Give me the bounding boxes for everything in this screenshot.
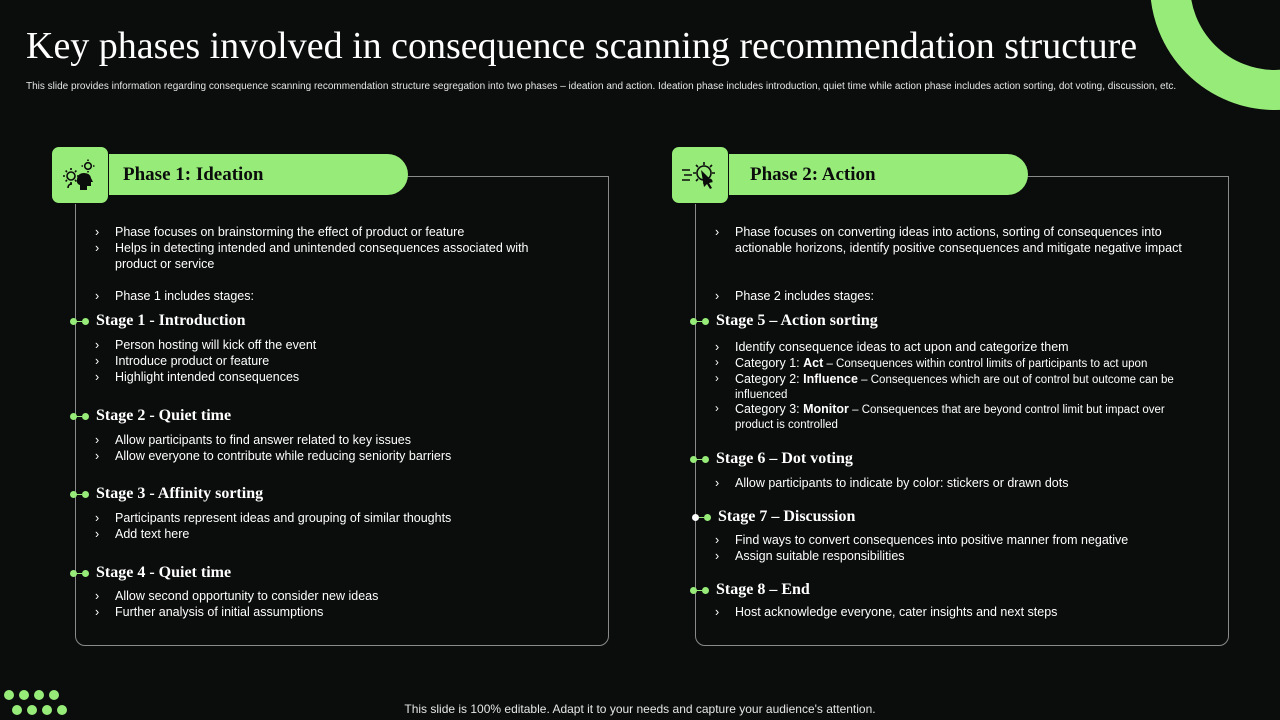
stage-marker (690, 318, 712, 326)
category-item: › Category 1: Act – Consequences within control limits of participants to act upon (715, 356, 1148, 370)
stage2-title: Stage 2 - Quiet time (96, 407, 232, 424)
list-item: › Further analysis of initial assumptions (95, 605, 324, 619)
action-icon-box (671, 146, 729, 204)
list-item: › Person hosting will kick off the event (95, 338, 317, 352)
stage7-title: Stage 7 – Discussion (718, 508, 856, 525)
category-item: › Category 3: Monitor – Consequences that are beyond control limit but impact over product is controlled (715, 402, 1165, 431)
bullet: › (95, 241, 100, 255)
list-item: › Participants represent ideas and grouping of similar thoughts (95, 511, 452, 525)
slide-title: Key phases involved in consequence scanning recommendation structure (26, 25, 1138, 67)
phase1-title: Phase 1: Ideation (123, 164, 264, 185)
list-item: › Allow participants to find answer related to key issues (95, 433, 411, 447)
phase1-intro-2: › Helps in detecting intended and unintended consequences associated with product or service (95, 241, 529, 271)
phase2-title: Phase 2: Action (750, 164, 876, 185)
stage-marker (690, 456, 712, 464)
stage-marker (692, 514, 714, 522)
stage-marker (70, 491, 92, 499)
stage1-title: Stage 1 - Introduction (96, 312, 246, 329)
stage-marker (690, 587, 712, 595)
phase1-includes: › Phase 1 includes stages: (95, 289, 254, 303)
stage3-title: Stage 3 - Affinity sorting (96, 485, 264, 502)
action-gear-arrow-icon (680, 158, 720, 192)
stage-marker (70, 318, 92, 326)
ideation-icon-box (51, 146, 109, 204)
phase2-header (728, 154, 1028, 195)
slide-subtitle: This slide provides information regarding consequence scanning recommendation structure segregation into two phases – ideation and action. Ideation phase includes introduction, quiet time while action phase includes action sorting, dot voting, discussion, etc. (26, 81, 1177, 92)
phase2-intro-1: › Phase focuses on converting ideas into actions, sorting of consequences into actionable horizons, identify positive consequences and mitigate negative impact (715, 225, 1182, 255)
list-item: › Highlight intended consequences (95, 370, 300, 384)
category-item: › Category 2: Influence – Consequences which are out of control but outcome can be influenced (715, 372, 1174, 401)
footer-note: This slide is 100% editable. Adapt it to your needs and capture your audience's attention. (404, 702, 876, 716)
phase1-header (108, 154, 408, 195)
stage5-title: Stage 5 – Action sorting (716, 312, 878, 329)
bullet: › (95, 225, 100, 239)
list-item: › Assign suitable responsibilities (715, 549, 905, 563)
list-item: › Identify consequence ideas to act upon and categorize them (715, 340, 1069, 354)
phase1-intro-1: › Phase focuses on brainstorming the effect of product or feature (95, 225, 465, 239)
stage4-title: Stage 4 - Quiet time (96, 564, 232, 581)
list-item: › Allow second opportunity to consider new ideas (95, 589, 379, 603)
list-item: › Add text here (95, 527, 190, 541)
stage6-title: Stage 6 – Dot voting (716, 450, 853, 467)
ideation-gears-head-icon (62, 158, 98, 192)
phase2-includes: › Phase 2 includes stages: (715, 289, 874, 303)
stage8-title: Stage 8 – End (716, 581, 810, 598)
bullet: › (715, 225, 720, 239)
list-item: › Allow participants to indicate by color: stickers or drawn dots (715, 476, 1069, 490)
list-item: › Host acknowledge everyone, cater insights and next steps (715, 605, 1058, 619)
list-item: › Allow everyone to contribute while reducing seniority barriers (95, 449, 452, 463)
stage-marker (70, 413, 92, 421)
list-item: › Introduce product or feature (95, 354, 270, 368)
stage-marker (70, 570, 92, 578)
bullet: › (715, 289, 720, 303)
list-item: › Find ways to convert consequences into positive manner from negative (715, 533, 1129, 547)
bullet: › (95, 289, 100, 303)
